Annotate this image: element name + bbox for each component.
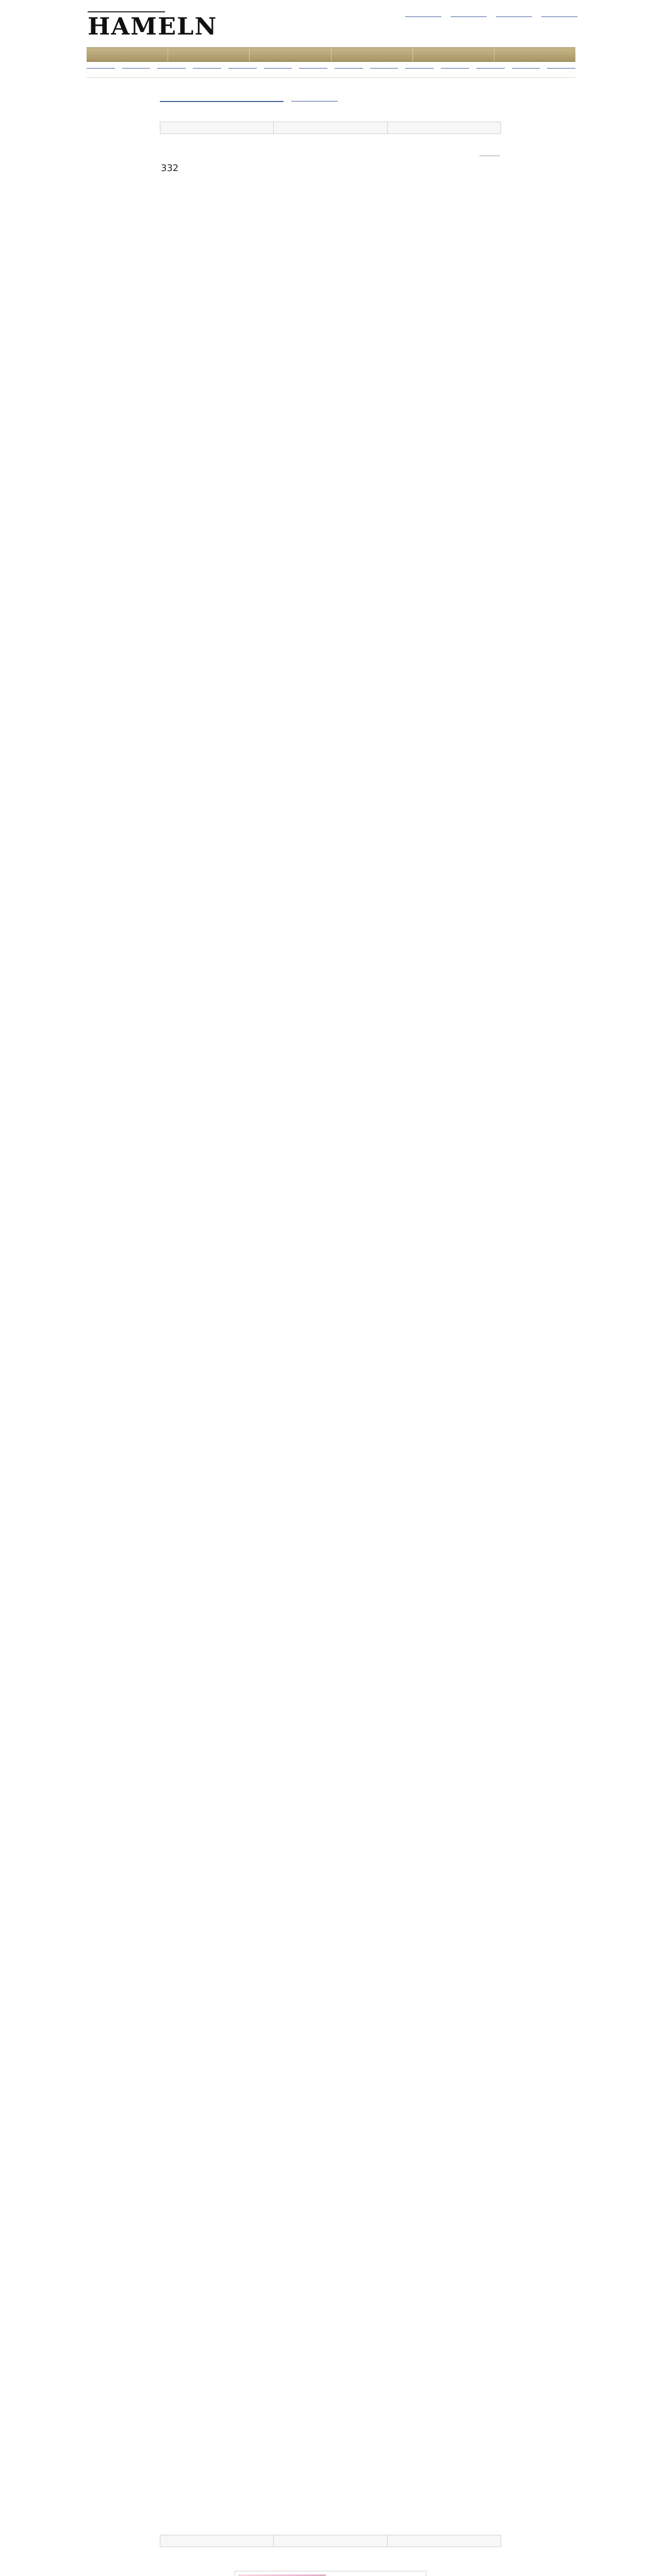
chapter-paragraph bbox=[161, 2127, 501, 2134]
chapter-paragraph bbox=[161, 314, 501, 321]
sub-nav-link[interactable] bbox=[299, 63, 327, 69]
sub-nav-link[interactable] bbox=[122, 63, 151, 69]
chapter-paragraph bbox=[161, 2159, 501, 2166]
chapter-paragraph bbox=[161, 657, 501, 665]
header-link[interactable] bbox=[541, 10, 577, 17]
main-nav bbox=[87, 47, 575, 62]
chapter-paragraph bbox=[161, 1846, 501, 1853]
main-nav-item[interactable] bbox=[250, 48, 331, 61]
chapter-paragraph bbox=[161, 2033, 501, 2041]
next-chapter-link[interactable] bbox=[388, 122, 501, 133]
chapter-paragraph bbox=[161, 376, 501, 383]
sub-nav-link[interactable] bbox=[264, 63, 292, 69]
sub-nav-link[interactable] bbox=[193, 63, 221, 69]
chapter-paragraph bbox=[161, 439, 501, 446]
chapter-paragraph bbox=[161, 2096, 501, 2103]
sub-nav-link[interactable] bbox=[87, 63, 115, 69]
table-of-contents-link[interactable] bbox=[274, 122, 387, 133]
sub-nav-link[interactable] bbox=[370, 63, 399, 69]
chapter-paragraph bbox=[161, 2378, 501, 2385]
chapter-paragraph bbox=[161, 1470, 501, 1478]
divider bbox=[87, 77, 575, 78]
chapter-paragraph bbox=[161, 1189, 501, 1196]
chapter-paragraph bbox=[161, 1752, 501, 1759]
chapter-paragraph bbox=[161, 1658, 501, 1666]
chapter-paragraph bbox=[161, 1689, 501, 1697]
chapter-number: 332 bbox=[161, 163, 179, 174]
chapter-paragraph bbox=[161, 1439, 501, 1447]
chapter-paragraph bbox=[161, 1408, 501, 1415]
chapter-paragraph bbox=[161, 1815, 501, 1822]
sub-nav-link[interactable] bbox=[157, 63, 186, 69]
logo-tagline bbox=[88, 4, 165, 12]
chapter-paragraph bbox=[161, 2284, 501, 2291]
chapter-paragraph bbox=[161, 1346, 501, 1353]
main-nav-item[interactable] bbox=[494, 48, 575, 61]
chapter-paragraph bbox=[161, 1252, 501, 1259]
chapter-paragraph bbox=[161, 1314, 501, 1321]
chapter-paragraph bbox=[161, 1627, 501, 1634]
chapter-paragraph bbox=[161, 876, 501, 884]
chapter-paragraph bbox=[161, 1783, 501, 1790]
chapter-paragraph bbox=[161, 408, 501, 415]
chapter-paragraph bbox=[161, 2346, 501, 2353]
chapter-paragraph bbox=[161, 845, 501, 853]
chapter-paragraph bbox=[161, 689, 501, 696]
header-link[interactable] bbox=[405, 10, 441, 17]
chapter-paragraph bbox=[161, 251, 501, 258]
chapter-paragraph bbox=[161, 1533, 501, 1540]
sub-nav-link[interactable] bbox=[512, 63, 540, 69]
table-of-contents-link[interactable] bbox=[274, 2535, 387, 2547]
chapter-paragraph bbox=[161, 2221, 501, 2228]
chapter-paragraph bbox=[161, 1908, 501, 1916]
prev-chapter-link[interactable] bbox=[160, 2535, 274, 2547]
chapter-paragraph bbox=[161, 1221, 501, 1228]
chapter-paragraph bbox=[161, 752, 501, 759]
chapter-paragraph bbox=[161, 720, 501, 727]
chapter-paragraph bbox=[161, 564, 501, 571]
chapter-paragraph bbox=[161, 1127, 501, 1134]
chapter-paragraph bbox=[161, 2252, 501, 2260]
site-header bbox=[0, 0, 662, 47]
prev-chapter-link[interactable] bbox=[160, 122, 274, 133]
chapter-paragraph bbox=[161, 1283, 501, 1290]
chapter-paragraph bbox=[161, 908, 501, 915]
main-nav-item[interactable] bbox=[413, 48, 494, 61]
logo-wordmark: HAMELN bbox=[88, 12, 218, 40]
chapter-paragraph bbox=[161, 595, 501, 602]
chapter-paragraph bbox=[161, 783, 501, 790]
sub-nav bbox=[87, 63, 575, 72]
header-link[interactable] bbox=[451, 10, 487, 17]
header-link[interactable] bbox=[496, 10, 532, 17]
chapter-paragraph bbox=[161, 1158, 501, 1165]
chapter-paragraph bbox=[161, 1971, 501, 1978]
main-nav-item[interactable] bbox=[168, 48, 250, 61]
chapter-paragraph bbox=[161, 626, 501, 634]
chapter-paragraph bbox=[161, 1095, 501, 1103]
chapter-paragraph bbox=[161, 2002, 501, 2009]
chapter-paragraph bbox=[161, 533, 501, 540]
chapter-pager-top bbox=[160, 122, 501, 134]
chapter-paragraph bbox=[161, 1002, 501, 1009]
chapter-paragraph bbox=[161, 1565, 501, 1572]
chapter-paragraph bbox=[161, 1877, 501, 1885]
sub-nav-link[interactable] bbox=[547, 63, 575, 69]
chapter-paragraph bbox=[161, 220, 501, 227]
sub-nav-link[interactable] bbox=[405, 63, 434, 69]
sub-nav-link[interactable] bbox=[441, 63, 469, 69]
chapter-paragraph bbox=[161, 470, 501, 477]
next-chapter-link[interactable] bbox=[388, 2535, 501, 2547]
main-nav-item[interactable] bbox=[332, 48, 413, 61]
chapter-paragraph bbox=[161, 1377, 501, 1384]
chapter-paragraph bbox=[161, 501, 501, 509]
page-count bbox=[479, 150, 500, 156]
ad-banner[interactable] bbox=[235, 2571, 426, 2576]
chapter-paragraph bbox=[161, 345, 501, 352]
chapter-paragraph bbox=[161, 2409, 501, 2416]
chapter-paragraph bbox=[161, 1033, 501, 1040]
chapter-paragraph bbox=[161, 1596, 501, 1603]
main-nav-item[interactable] bbox=[87, 48, 168, 61]
site-logo[interactable] bbox=[88, 4, 218, 41]
chapter-paragraph bbox=[161, 189, 501, 196]
chapter-paragraph bbox=[161, 814, 501, 821]
sub-nav-link[interactable] bbox=[335, 63, 363, 69]
header-links bbox=[382, 10, 577, 19]
sub-nav-link[interactable] bbox=[476, 63, 505, 69]
chapter-paragraph bbox=[161, 1721, 501, 1728]
chapter-paragraph bbox=[161, 970, 501, 977]
chapter-paragraph bbox=[161, 1940, 501, 1947]
chapter-paragraph bbox=[161, 1502, 501, 1509]
chapter-paragraph bbox=[161, 2315, 501, 2322]
novel-title-link[interactable] bbox=[160, 94, 284, 102]
chapter-pager-bottom bbox=[160, 2535, 501, 2547]
chapter-body bbox=[161, 189, 501, 2445]
chapter-paragraph bbox=[161, 1064, 501, 1071]
author-link[interactable] bbox=[291, 95, 338, 101]
chapter-paragraph bbox=[161, 939, 501, 946]
chapter-paragraph bbox=[161, 282, 501, 290]
sub-nav-link[interactable] bbox=[228, 63, 257, 69]
chapter-paragraph bbox=[161, 2190, 501, 2197]
chapter-paragraph bbox=[161, 2065, 501, 2072]
